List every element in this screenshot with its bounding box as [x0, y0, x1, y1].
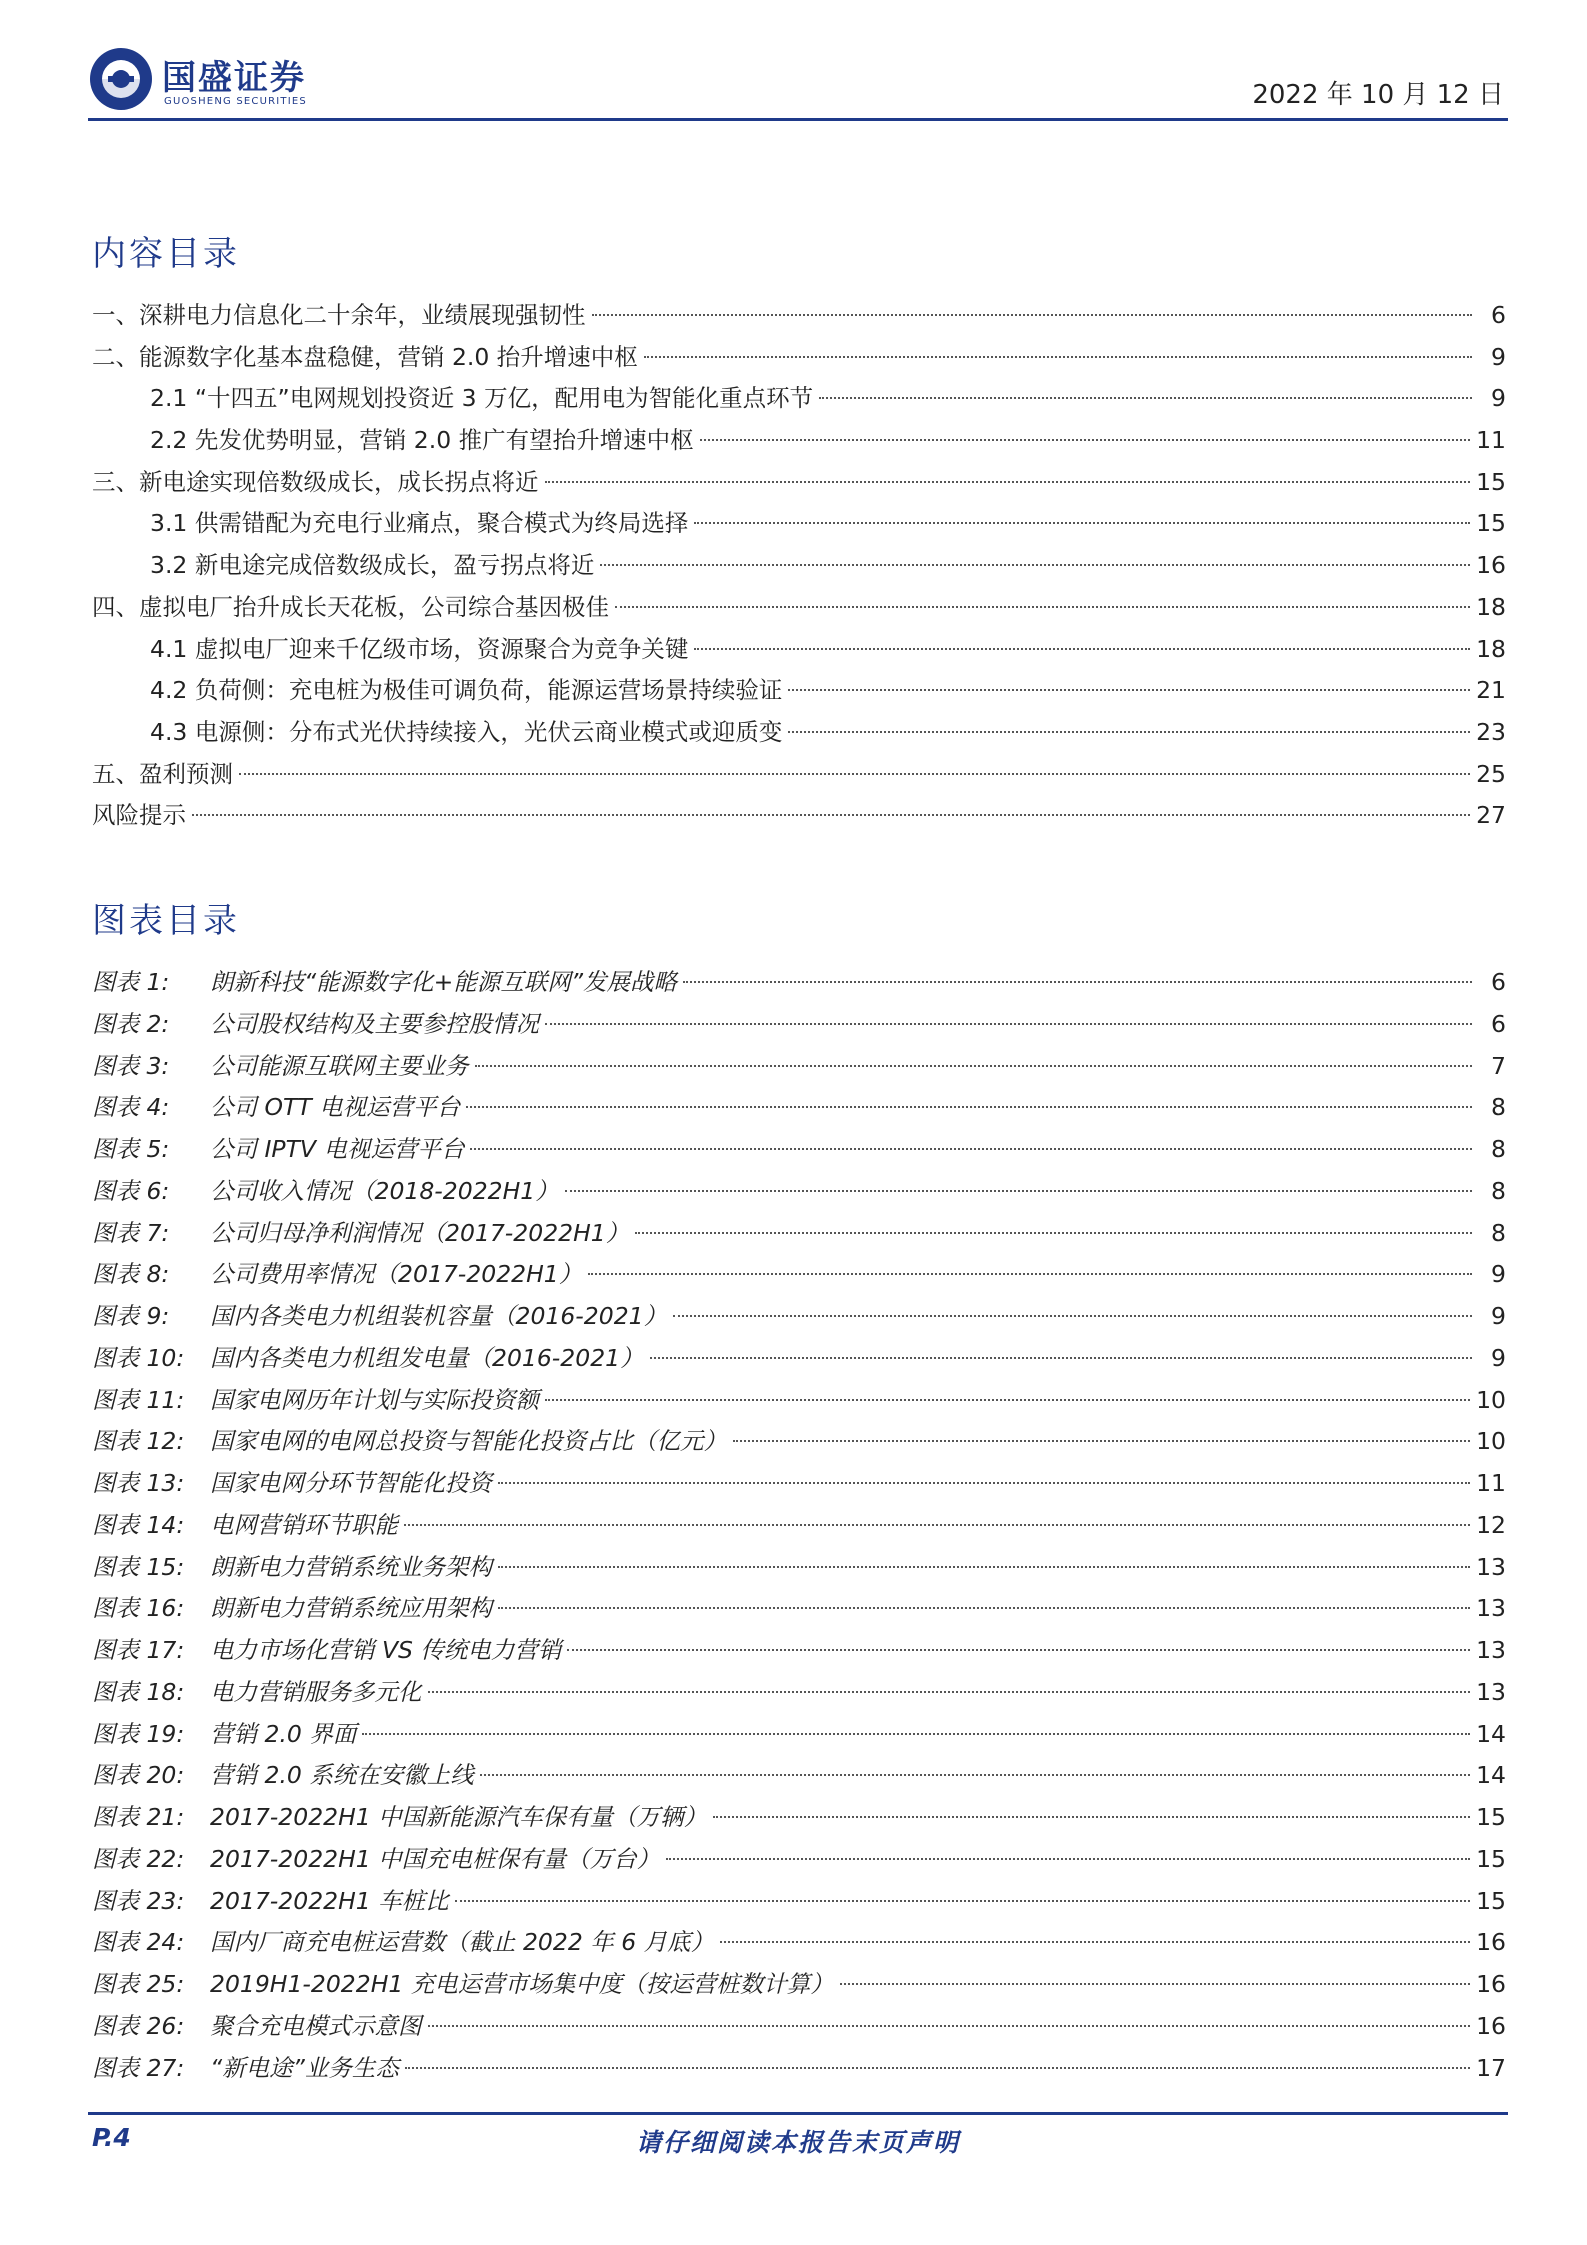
toc-entry-page: 9: [1491, 384, 1506, 413]
figure-entry[interactable]: [92, 2048, 1506, 2090]
figures-title: 图表目录: [92, 901, 240, 941]
figure-entry[interactable]: [92, 1922, 1506, 1964]
toc-entry[interactable]: [92, 503, 1506, 545]
figure-entry-page: 8: [1491, 1218, 1506, 1247]
page-footer: [88, 2112, 1508, 2165]
figure-label: 图表 10:: [92, 1343, 185, 1372]
figure-entry-text: 2017-2022H1 中国充电桩保有量（万台）: [210, 1844, 661, 1873]
figure-entry-text: 公司归母净利润情况（2017-2022H1）: [210, 1218, 630, 1247]
figure-entry-page: 13: [1476, 1552, 1506, 1581]
figure-label: 图表 1:: [92, 968, 170, 996]
figure-entry-page: 14: [1476, 1719, 1506, 1748]
dot-leader: [480, 1774, 1470, 1776]
dot-leader: [498, 1482, 1470, 1484]
toc-entry-text: 3.2 新电途完成倍数级成长，盈亏拐点将近: [150, 551, 595, 580]
figure-entry-text: 2017-2022H1 中国新能源汽车保有量（万辆）: [210, 1803, 708, 1831]
dot-leader: [428, 1691, 1471, 1693]
figure-entry[interactable]: [92, 1797, 1506, 1839]
figure-entry[interactable]: [92, 2006, 1506, 2048]
dot-leader: [545, 1023, 1472, 1025]
figure-entry-page: 16: [1476, 2011, 1506, 2040]
figure-entry-page: 10: [1476, 1427, 1506, 1456]
figure-entry-page: 15: [1476, 1886, 1506, 1915]
figure-entry-page: 11: [1476, 1469, 1506, 1497]
dot-leader: [455, 1900, 1470, 1902]
figure-entry-text: 营销 2.0 界面: [210, 1719, 357, 1748]
figure-label: 图表 11:: [92, 1385, 185, 1414]
figure-entry-page: 16: [1476, 1928, 1506, 1957]
dot-leader: [405, 2067, 1470, 2069]
toc-entry[interactable]: [92, 587, 1506, 629]
toc-entry-text: 一、深耕电力信息化二十余年，业绩展现强韧性: [92, 301, 586, 329]
toc-title: 内容目录: [92, 234, 240, 274]
dot-leader: [600, 564, 1470, 566]
figure-entry-page: 14: [1476, 1761, 1506, 1790]
figure-entry-text: 电网营销环节职能: [210, 1510, 398, 1539]
figure-entry-text: 国家电网的电网总投资与智能化投资占比（亿元）: [210, 1427, 727, 1456]
figure-entry-text: 公司 IPTV 电视运营平台: [210, 1135, 465, 1163]
toc-entry-text: 4.1 虚拟电厂迎来千亿级市场，资源聚合为竞争关键: [150, 634, 689, 663]
brand-name-en: GUOSHENG SECURITIES: [164, 96, 307, 107]
toc-entry-page: 27: [1476, 801, 1506, 830]
dot-leader: [788, 731, 1470, 733]
dot-leader: [635, 1232, 1472, 1234]
figure-entry[interactable]: [92, 1338, 1506, 1380]
toc-entry[interactable]: [92, 754, 1506, 796]
toc-entry-text: 三、新电途实现倍数级成长，成长拐点将近: [92, 467, 539, 496]
toc-entry[interactable]: [92, 670, 1506, 712]
figure-entry-text: 朗新电力营销系统应用架构: [210, 1594, 492, 1623]
toc-entry-page: 21: [1476, 676, 1506, 705]
figure-entry-text: 国内各类电力机组装机容量（2016-2021）: [210, 1302, 668, 1330]
toc-entry-page: 9: [1491, 342, 1506, 371]
dot-leader: [239, 773, 1470, 775]
figure-entry-page: 13: [1476, 1594, 1506, 1623]
toc-entry[interactable]: [92, 378, 1506, 420]
dot-leader: [498, 1566, 1470, 1568]
dot-leader: [545, 1399, 1470, 1401]
toc-entry[interactable]: [92, 420, 1506, 462]
figure-label: 图表 16:: [92, 1594, 185, 1623]
figure-entry-page: 8: [1491, 1135, 1506, 1163]
dot-leader: [700, 439, 1470, 441]
figure-entry-text: 营销 2.0 系统在安徽上线: [210, 1761, 474, 1790]
figure-entry[interactable]: [92, 1755, 1506, 1797]
figure-label: 图表 19:: [92, 1719, 185, 1748]
toc-entry-page: 11: [1476, 426, 1506, 455]
dot-leader: [475, 1065, 1473, 1067]
figure-entry[interactable]: [92, 1380, 1506, 1422]
figure-entry-page: 15: [1476, 1803, 1506, 1831]
figure-entry[interactable]: [92, 1881, 1506, 1923]
figure-label: 图表 20:: [92, 1761, 185, 1790]
dot-leader: [545, 481, 1471, 483]
figure-entry[interactable]: [92, 1129, 1506, 1171]
figure-entry[interactable]: [92, 1087, 1506, 1129]
dot-leader: [683, 981, 1472, 983]
figure-label: 图表 7:: [92, 1218, 170, 1247]
figure-entry-text: 2019H1-2022H1 充电运营市场集中度（按运营桩数计算）: [210, 1970, 834, 1998]
toc-entry-page: 18: [1476, 634, 1506, 663]
report-date: 2022 年 10 月 12 日: [1252, 80, 1504, 110]
figure-entry-text: 公司 OTT 电视运营平台: [210, 1093, 461, 1122]
dot-leader: [788, 689, 1470, 691]
figure-entry-text: 公司费用率情况（2017-2022H1）: [210, 1260, 583, 1289]
toc-entry-text: 二、能源数字化基本盘稳健，营销 2.0 抬升增速中枢: [92, 342, 638, 371]
brand-name: 国盛证券: [162, 58, 306, 98]
dot-leader: [673, 1315, 1472, 1317]
dot-leader: [498, 1607, 1470, 1609]
figure-label: 图表 13:: [92, 1469, 185, 1497]
guosheng-logo-icon: [88, 46, 154, 112]
dot-leader: [466, 1106, 1472, 1108]
dot-leader: [404, 1524, 1470, 1526]
figure-entry-text: 电力营销服务多元化: [210, 1677, 422, 1706]
dot-leader: [694, 522, 1470, 524]
toc-entry-text: 五、盈利预测: [92, 759, 233, 788]
figure-entry[interactable]: [92, 1672, 1506, 1714]
figure-entry-page: 9: [1491, 1343, 1506, 1372]
toc-entry-text: 2.2 先发优势明显，营销 2.0 推广有望抬升增速中枢: [150, 426, 694, 455]
figure-entry-page: 15: [1476, 1844, 1506, 1873]
toc-entry-page: 16: [1476, 551, 1506, 580]
dot-leader: [650, 1357, 1472, 1359]
figure-label: 图表 14:: [92, 1510, 185, 1539]
dot-leader: [362, 1733, 1470, 1735]
footer-disclaimer: 请仔细阅读本报告末页声明: [635, 2128, 960, 2157]
toc-entry[interactable]: [92, 629, 1506, 671]
dot-leader: [733, 1440, 1470, 1442]
dot-leader: [588, 1273, 1472, 1275]
figure-entry[interactable]: [92, 1505, 1506, 1547]
figure-label: 图表 26:: [92, 2011, 185, 2040]
figure-entry-text: “新电途”业务生态: [210, 2053, 399, 2082]
figure-entry[interactable]: [92, 1421, 1506, 1463]
toc-entry-text: 风险提示: [92, 801, 186, 830]
toc-entry[interactable]: [92, 337, 1506, 379]
figure-entry-page: 8: [1491, 1093, 1506, 1122]
figure-entry[interactable]: [92, 1254, 1506, 1296]
dot-leader: [192, 814, 1470, 816]
dot-leader: [567, 1649, 1470, 1651]
figure-entry[interactable]: [92, 1171, 1506, 1213]
toc-entry-text: 3.1 供需错配为充电行业痛点，聚合模式为终局选择: [150, 509, 689, 538]
dot-leader: [615, 606, 1470, 608]
toc-entry-text: 四、虚拟电厂抬升成长天花板，公司综合基因极佳: [92, 592, 609, 621]
figure-entry-text: 国家电网分环节智能化投资: [210, 1469, 492, 1497]
figure-entry-page: 17: [1476, 2053, 1506, 2082]
dot-leader: [840, 1983, 1470, 1985]
figure-entry[interactable]: [92, 1588, 1506, 1630]
figure-entry-text: 国内厂商充电桩运营数（截止 2022 年 6 月底）: [210, 1928, 715, 1957]
figure-label: 图表 4:: [92, 1093, 170, 1122]
figure-entry-text: 2017-2022H1 车桩比: [210, 1886, 449, 1915]
figure-label: 图表 23:: [92, 1886, 185, 1915]
toc-entry-page: 15: [1476, 509, 1506, 538]
figure-label: 图表 24:: [92, 1928, 185, 1957]
toc-entry-page: 23: [1476, 717, 1506, 746]
figure-label: 图表 27:: [92, 2053, 185, 2082]
figure-entry-text: 朗新电力营销系统业务架构: [210, 1552, 492, 1581]
figure-entry-text: 公司收入情况（2018-2022H1）: [210, 1176, 559, 1205]
figure-label: 图表 6:: [92, 1176, 170, 1205]
figure-entry-text: 公司股权结构及主要参控股情况: [210, 1009, 539, 1038]
dot-leader: [666, 1858, 1470, 1860]
figure-entry[interactable]: [92, 1964, 1506, 2006]
figure-entry-page: 9: [1491, 1260, 1506, 1289]
figure-entry-page: 7: [1491, 1051, 1506, 1080]
figure-label: 图表 22:: [92, 1844, 185, 1873]
dot-leader: [470, 1148, 1472, 1150]
figure-entry-page: 13: [1476, 1677, 1506, 1706]
figure-entry-page: 8: [1491, 1176, 1506, 1205]
dot-leader: [565, 1190, 1472, 1192]
figure-entry-text: 国家电网历年计划与实际投资额: [210, 1385, 539, 1414]
figure-entry[interactable]: [92, 1463, 1506, 1505]
page-header: [88, 40, 1508, 121]
figure-entry[interactable]: [92, 1714, 1506, 1756]
dot-leader: [644, 356, 1472, 358]
figure-entry[interactable]: [92, 1547, 1506, 1589]
dot-leader: [720, 1941, 1470, 1943]
figure-entry-text: 公司能源互联网主要业务: [210, 1051, 469, 1080]
figure-label: 图表 5:: [92, 1135, 170, 1163]
toc-entry-text: 4.2 负荷侧：充电桩为极佳可调负荷，能源运营场景持续验证: [150, 676, 783, 705]
figure-entry-text: 朗新科技“能源数字化+能源互联网”发展战略: [210, 968, 678, 996]
figure-entry[interactable]: [92, 1004, 1506, 1046]
dot-leader: [819, 397, 1472, 399]
toc-entry[interactable]: [92, 295, 1506, 337]
figure-label: 图表 21:: [92, 1803, 185, 1831]
figure-entry-page: 6: [1491, 968, 1506, 996]
figure-list: [92, 962, 1506, 2089]
toc-entry-page: 15: [1476, 467, 1506, 496]
figure-entry[interactable]: [92, 1839, 1506, 1881]
figure-entry-page: 16: [1476, 1970, 1506, 1998]
figure-label: 图表 12:: [92, 1427, 185, 1456]
toc-entry[interactable]: [92, 462, 1506, 504]
toc-entry[interactable]: [92, 795, 1506, 837]
figure-entry[interactable]: [92, 1630, 1506, 1672]
figure-label: 图表 2:: [92, 1009, 170, 1038]
figure-label: 图表 8:: [92, 1260, 170, 1289]
figure-entry[interactable]: [92, 962, 1506, 1004]
figure-label: 图表 15:: [92, 1552, 185, 1581]
figure-entry-text: 聚合充电模式示意图: [210, 2011, 422, 2040]
toc-entry-text: 2.1 “十四五”电网规划投资近 3 万亿，配用电为智能化重点环节: [150, 384, 814, 413]
figure-label: 图表 25:: [92, 1970, 185, 1998]
dot-leader: [713, 1816, 1470, 1818]
figure-entry-page: 9: [1491, 1302, 1506, 1330]
toc-entry-page: 6: [1491, 301, 1506, 329]
dot-leader: [592, 314, 1473, 316]
toc-entry-text: 4.3 电源侧：分布式光伏持续接入，光伏云商业模式或迎质变: [150, 717, 783, 746]
figure-label: 图表 18:: [92, 1677, 185, 1706]
toc-entry[interactable]: [92, 712, 1506, 754]
toc-entry-page: 25: [1476, 759, 1506, 788]
figure-label: 图表 17:: [92, 1636, 185, 1664]
dot-leader: [428, 2025, 1471, 2027]
figure-label: 图表 3:: [92, 1051, 170, 1080]
dot-leader: [694, 648, 1470, 650]
toc-entry-page: 18: [1476, 592, 1506, 621]
figure-entry-page: 10: [1476, 1385, 1506, 1414]
figure-entry[interactable]: [92, 1296, 1506, 1338]
figure-entry-page: 13: [1476, 1636, 1506, 1664]
figure-entry[interactable]: [92, 1213, 1506, 1255]
table-of-contents: [92, 295, 1506, 837]
figure-label: 图表 9:: [92, 1302, 170, 1330]
figure-entry-page: 12: [1476, 1510, 1506, 1539]
figure-entry-text: 国内各类电力机组发电量（2016-2021）: [210, 1343, 644, 1372]
figure-entry[interactable]: [92, 1046, 1506, 1088]
toc-entry[interactable]: [92, 545, 1506, 587]
figure-entry-text: 电力市场化营销 VS 传统电力营销: [210, 1636, 562, 1664]
page-number: P.4: [92, 2123, 131, 2152]
figure-entry-page: 6: [1491, 1009, 1506, 1038]
